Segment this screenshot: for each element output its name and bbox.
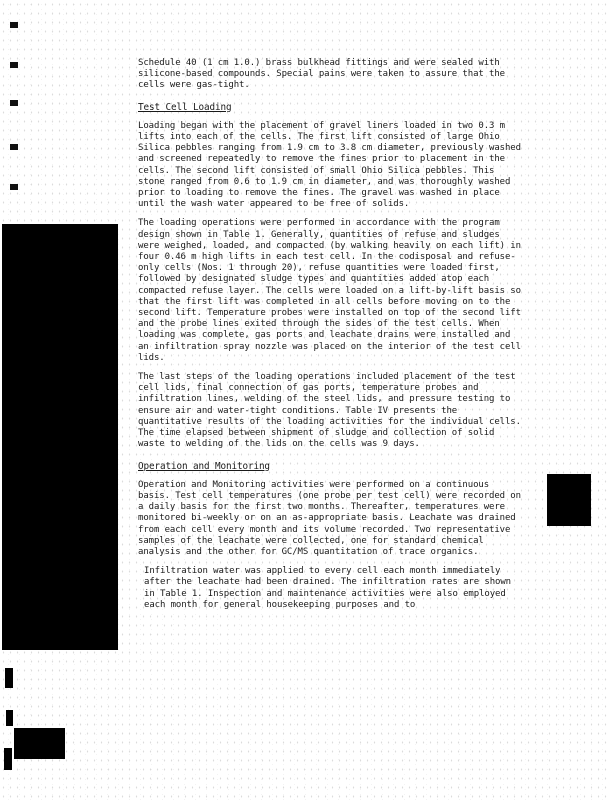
heading-operation-monitoring: Operation and Monitoring: [138, 460, 270, 472]
edge-mark-1: [5, 668, 13, 688]
operation-paragraph-2: Infiltration water was applied to every cell each month immediately after the leachate had been drained. The infiltration rates are shown in Table 1. Inspection and maintenance activities were also employed each month for general housekeeping purposes and to: [144, 566, 511, 610]
right-black-block: [547, 474, 591, 526]
edge-mark-3: [4, 748, 12, 770]
loading-paragraph-3: The last steps of the loading operations included placement of the test cell lids, final connection of gas ports, temperature probes and infiltration lines, welding of the steel lids, and pressure testing to ensure air and water-tight conditions. Table IV presents the quantitative results of the loading activities for the individual cells. The time elapsed between shipment of sludge and collection of solid waste to welding of the lids on the cells was 9 days.: [138, 372, 521, 450]
loading-paragraph-1: Loading began with the placement of gravel liners loaded in two 0.3 m lifts into each of the cells. The first lift consisted of large Ohio Silica pebbles ranging from 1.9 cm to 3.8 cm diameter, previously washed and screened repeatedly to remove the fines prior to placement in the cells. The second lift consisted of small Ohio Silica pebbles. This stone ranged from 0.6 to 1.9 cm in diameter, and was thoroughly washed prior to loading to remove the fines. The gravel was washed in place until the wash water appeared to be free of solids.: [138, 120, 521, 210]
left-black-bar: [2, 224, 118, 650]
edge-mark-2: [6, 710, 13, 726]
loading-paragraph-2: The loading operations were performed in accordance with the program design shown in Table 1. Generally, quantities of refuse and sludges were weighed, loaded, and compacted (by walking heavily on each lift) in four 0.46 m high lifts in each test cell. In the codisposal and refuse-only cells (Nos. 1 through 20), refuse quantities were loaded first, followed by designated sludge types and quantities added atop each compacted refuse layer. The cells were loaded on a lift-by-lift basis so that the first lift was completed in all cells before moving on to the second lift. Temperature probes were installed on top of the second lift and the probe lines exited through the sides of the test cells. When loading was complete, gas ports and leachate drains were installed and an infiltration spray nozzle was placed on the interior of the test cell lids.: [138, 218, 521, 363]
document-body: [138, 58, 523, 619]
heading-test-cell-loading: Test Cell Loading: [138, 101, 232, 113]
bottom-left-black-block: [14, 728, 65, 759]
intro-paragraph: Schedule 40 (1 cm 1.0.) brass bulkhead fittings and were sealed with silicone-based compounds. Special pains were taken to assure that the cells were gas-tight.: [138, 58, 505, 91]
operation-paragraph-1: Operation and Monitoring activities were performed on a continuous basis. Test cell temperatures (one probe per test cell) were recorded on a daily basis for the first two months. Thereafter, temperatures were monitored bi-weekly or on an as-appropriate basis. Leachate was drained from each cell every month and its volume recorded. Two representative samples of the leachate were collected, one for standard chemical analysis and the other for GC/MS quantitation of trace organics.: [138, 479, 521, 557]
